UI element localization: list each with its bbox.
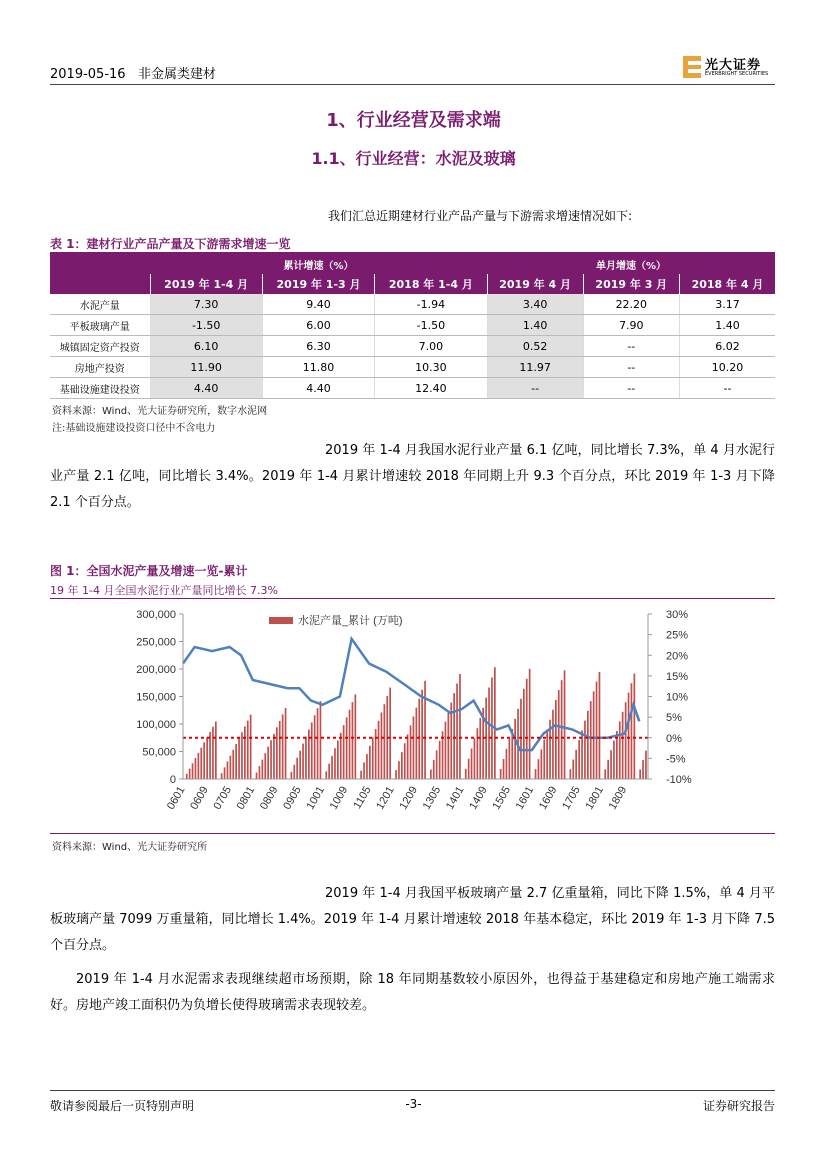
column-header: 2018 年 4 月 (679, 274, 775, 294)
left-tick-label: 0 (169, 774, 176, 786)
x-tick-label: 1401 (443, 784, 467, 812)
table-cell: 11.80 (262, 357, 374, 378)
table-cell: 6.02 (679, 336, 775, 357)
output-bar (543, 740, 545, 780)
output-bar (334, 748, 336, 779)
output-bar (541, 749, 543, 779)
table-cell: 7.30 (150, 294, 262, 315)
left-tick-label: 200,000 (136, 664, 176, 676)
right-axis-ticks (648, 609, 692, 786)
paragraph-text: 2019 年 1-4 月我国平板玻璃产量 2.7 亿重量箱，同比下降 1.5%，单 4 月平板玻璃产量 7099 万重量箱，同比增长 1.4%。2019 年 1-4 月累计增速较 2018 年基本稳定，环比 2019 年 1-3 月下降 7.5 个百分点。 (50, 886, 775, 953)
output-bar (613, 741, 615, 779)
row-label: 城镇固定资产投资 (50, 336, 150, 357)
table-cell: 4.40 (150, 378, 262, 399)
output-bar (520, 699, 522, 779)
output-bar (305, 737, 307, 780)
table-group-header-row (50, 254, 775, 274)
output-bar (311, 722, 313, 779)
x-tick-label: 0705 (211, 784, 235, 812)
output-bar (291, 772, 293, 779)
output-bar (453, 693, 455, 779)
page-number: -3- (405, 1097, 422, 1111)
output-bar (293, 765, 295, 779)
output-bar (215, 722, 217, 780)
output-bar (398, 761, 400, 779)
output-bar (337, 741, 339, 780)
output-bar (250, 715, 252, 779)
output-bar (526, 679, 528, 779)
output-bar (325, 771, 327, 779)
table-cell: 10.20 (679, 357, 775, 378)
output-bar (273, 734, 275, 779)
output-bar (587, 711, 589, 779)
output-bar (340, 733, 342, 779)
output-bar (360, 771, 362, 779)
logo-text-cn: 光大证券 (705, 58, 762, 73)
right-tick-label: -10% (666, 774, 692, 786)
footer-disclaimer-link: 敬请参阅最后一页特别声明 (50, 1099, 195, 1113)
output-bar (221, 773, 223, 779)
x-tick-label: 1209 (397, 784, 421, 812)
output-bar (465, 769, 467, 779)
x-tick-label: 1001 (304, 784, 328, 812)
output-bar (270, 740, 272, 779)
table-source: 资料来源：Wind、光大证券研究所，数字水泥网 (52, 406, 268, 417)
x-tick-label: 1505 (490, 784, 514, 812)
legend-label: 水泥产量_累计 (万吨) (298, 615, 403, 627)
output-bar (564, 670, 566, 779)
paragraph-cement (50, 438, 775, 516)
output-bar (276, 727, 278, 779)
table-cell: 22.20 (583, 294, 679, 315)
x-tick-label: 1801 (583, 784, 607, 812)
output-bar (404, 743, 406, 779)
table-cell: 12.40 (375, 378, 487, 399)
output-bar (631, 683, 633, 779)
output-bar (189, 769, 191, 779)
output-bar (407, 734, 409, 779)
output-bar (212, 727, 214, 779)
output-bar (224, 767, 226, 779)
output-bar (578, 740, 580, 779)
output-bar (369, 746, 371, 779)
output-bar (572, 760, 574, 780)
table-row (50, 294, 775, 315)
output-bar (241, 732, 243, 779)
output-bar (259, 766, 261, 779)
table-cell: 7.90 (583, 315, 679, 336)
output-bar (645, 751, 647, 779)
output-bar (302, 744, 304, 779)
table-cell: 1.40 (487, 315, 583, 336)
table-cell: -1.50 (375, 315, 487, 336)
header-category: 非金属类建材 (137, 67, 216, 82)
x-tick-label: 0609 (188, 784, 211, 812)
column-header: 2019 年 3 月 (583, 274, 679, 294)
output-bar (206, 737, 208, 779)
group-header-monthly: 单月增速（%） (487, 254, 775, 274)
paragraph-text: 2019 年 1-4 月水泥需求表现继续超市场预期，除 18 年同期基数较小原因外，也得益于基建稳定和房地产施工端需求好。房地产竣工面积仍为负增长使得玻璃需求表现较差。 (50, 972, 775, 1013)
group-header-cumulative: 累计增速（%） (150, 254, 487, 274)
output-bar (474, 738, 476, 779)
output-bar (264, 753, 266, 779)
output-bar (262, 760, 264, 779)
output-bar (247, 721, 249, 779)
output-bar (604, 769, 606, 779)
output-bar (596, 682, 598, 779)
output-bar (366, 754, 368, 779)
right-tick-label: 15% (666, 670, 689, 683)
table-cell: 10.30 (375, 357, 487, 378)
bar-series (186, 667, 647, 779)
x-tick-label: 1601 (513, 784, 537, 812)
table-row (50, 357, 775, 378)
x-tick-label: 0601 (164, 784, 188, 812)
output-bar (607, 760, 609, 779)
column-header: 2018 年 1-4 月 (375, 274, 487, 294)
column-header: 2019 年 4 月 (487, 274, 583, 294)
right-tick-label: 0% (666, 732, 682, 745)
table-cell: 1.40 (679, 315, 775, 336)
table-row (50, 336, 775, 357)
figure-caption: 图 1：全国水泥产量及增速一览-累计 (50, 564, 248, 578)
output-bar (529, 669, 531, 779)
section-title: 1、行业经营及需求端 (326, 110, 501, 131)
output-bar (296, 758, 298, 779)
row-label: 水泥产量 (50, 294, 150, 315)
output-bar (599, 672, 601, 779)
output-bar (244, 726, 246, 779)
figure-bottom-rule (50, 833, 775, 834)
output-bar (456, 684, 458, 780)
output-bar (570, 769, 572, 779)
figure-source: 资料来源：Wind、光大证券研究所 (52, 842, 208, 853)
x-tick-label: 0809 (257, 784, 281, 812)
table-cell: -- (679, 378, 775, 399)
output-bar (200, 748, 202, 779)
table-cell: 7.00 (375, 336, 487, 357)
output-bar (343, 725, 345, 779)
output-bar (610, 750, 612, 779)
x-tick-label: 1105 (351, 784, 374, 811)
table-cell: 3.40 (487, 294, 583, 315)
output-bar (378, 721, 380, 779)
output-bar (642, 760, 644, 779)
output-bar (314, 715, 316, 779)
header-date-category (50, 63, 216, 82)
output-bar (445, 722, 447, 779)
header-date: 2019-05-16 (50, 67, 126, 82)
table-cell: -- (583, 336, 679, 357)
output-bar (227, 762, 229, 780)
table-row (50, 378, 775, 399)
output-bar (555, 700, 557, 779)
right-tick-label: 25% (666, 629, 689, 642)
output-bar (328, 764, 330, 779)
intro-text: 我们汇总近期建材行业产品产量与下游需求增速情况如下: (328, 209, 633, 223)
table-cell: 0.52 (487, 336, 583, 357)
output-bar (375, 729, 377, 779)
output-bar (639, 770, 641, 780)
column-header: 2019 年 1-4 月 (150, 274, 262, 294)
x-tick-label: 1201 (374, 784, 397, 812)
output-bar (506, 749, 508, 779)
right-tick-label: 10% (666, 691, 689, 704)
output-bar (503, 759, 505, 779)
output-bar (317, 708, 319, 779)
table-cell: 9.40 (262, 294, 374, 315)
output-bar (439, 741, 441, 779)
subsection-title: 1.1、行业经营：水泥及玻璃 (311, 149, 516, 168)
output-bar (230, 756, 232, 779)
right-tick-label: -5% (666, 753, 686, 766)
output-bar (488, 688, 490, 780)
table-cell: -- (583, 378, 679, 399)
output-bar (363, 762, 365, 779)
x-tick-label: 1409 (467, 784, 490, 812)
output-bar (628, 693, 630, 779)
table-cell: 11.97 (487, 357, 583, 378)
x-tick-label: 0801 (234, 784, 258, 812)
column-header: 2019 年 1-3 月 (262, 274, 374, 294)
output-bar (625, 702, 627, 779)
output-bar (433, 760, 435, 779)
output-bar (401, 752, 403, 779)
output-bar (372, 737, 374, 779)
output-bar (232, 750, 234, 779)
table-cell: 6.30 (262, 336, 374, 357)
output-bar (634, 674, 636, 780)
output-bar (421, 690, 423, 779)
output-bar (584, 721, 586, 779)
output-bar (256, 773, 258, 780)
output-bar (575, 750, 577, 779)
output-bar (436, 750, 438, 779)
output-bar (331, 756, 333, 779)
growth-table (50, 254, 775, 399)
output-bar (448, 712, 450, 779)
output-bar (186, 774, 188, 779)
output-bar (355, 694, 357, 779)
x-tick-label: 1305 (420, 784, 444, 812)
output-bar (209, 732, 211, 779)
paragraph-demand (50, 967, 775, 1019)
output-bar (622, 712, 624, 779)
table-cell: -- (583, 357, 679, 378)
table-cell: 4.40 (262, 378, 374, 399)
output-bar (471, 749, 473, 780)
table-cell: -1.94 (375, 294, 487, 315)
left-tick-label: 50,000 (142, 746, 176, 759)
figure-top-rule (50, 598, 775, 599)
table-column-header-row (50, 274, 775, 294)
output-bar (535, 769, 537, 779)
output-bar (552, 710, 554, 779)
x-tick-label: 1705 (560, 784, 583, 812)
output-bar (395, 770, 397, 779)
cement-output-chart (50, 600, 775, 832)
output-bar (500, 769, 502, 779)
row-label: 基础设施建设投资 (50, 378, 150, 399)
table-cell: 11.90 (150, 357, 262, 378)
table-cell: 6.10 (150, 336, 262, 357)
output-bar (514, 719, 516, 779)
output-bar (413, 717, 415, 780)
paragraph-glass (50, 881, 775, 959)
x-tick-label: 1609 (536, 784, 560, 812)
right-tick-label: 20% (666, 650, 689, 663)
output-bar (192, 763, 194, 779)
row-label: 平板玻璃产量 (50, 315, 150, 336)
output-bar (320, 701, 322, 779)
output-bar (384, 704, 386, 779)
output-bar (430, 770, 432, 780)
output-bar (558, 690, 560, 779)
output-bar (593, 691, 595, 779)
output-bar (590, 701, 592, 779)
output-bar (619, 721, 621, 779)
output-bar (416, 708, 418, 779)
output-bar (299, 751, 301, 779)
output-bar (494, 667, 496, 779)
output-bar (279, 721, 281, 779)
output-bar (424, 681, 426, 779)
output-bar (285, 708, 287, 779)
figure-subtitle: 19 年 1-4 月全国水泥行业产量同比增长 7.3% (50, 584, 278, 597)
output-bar (238, 738, 240, 779)
legend-swatch (269, 617, 293, 624)
footer-report-type: 证券研究报告 (702, 1099, 775, 1113)
table-cell: 3.17 (679, 294, 775, 315)
output-bar (195, 758, 197, 779)
right-tick-label: 5% (666, 712, 682, 725)
table-cell: -- (487, 378, 583, 399)
x-tick-label: 0905 (281, 784, 304, 812)
output-bar (389, 688, 391, 779)
output-bar (203, 742, 205, 779)
logo-text-en: EVERBRIGHT SECURITIES (705, 71, 769, 77)
left-tick-label: 150,000 (136, 691, 176, 704)
output-bar (418, 699, 420, 779)
left-tick-label: 100,000 (136, 719, 176, 731)
output-bar (523, 689, 525, 779)
x-tick-label: 1809 (606, 784, 630, 812)
output-bar (267, 747, 269, 779)
company-logo (683, 52, 775, 82)
header-divider (50, 84, 775, 85)
footer-divider (50, 1090, 775, 1091)
left-axis-ticks (136, 609, 183, 786)
output-bar (459, 674, 461, 779)
table-note: 注:基础设施建设投资口径中不含电力 (52, 423, 216, 434)
table-cell: 6.00 (262, 315, 374, 336)
output-bar (282, 714, 284, 779)
paragraph-text: 2019 年 1-4 月我国水泥行业产量 6.1 亿吨，同比增长 7.3%，单 4 月水泥行业产量 2.1 亿吨，同比增长 3.4%。2019 年 1-4 月累计增速较 2018 年同期上升 9.3 个百分点，环比 2019 年 1-3 月下降 2.1 个百分点。 (50, 443, 775, 510)
left-tick-label: 250,000 (136, 636, 176, 649)
output-bar (479, 718, 481, 779)
output-bar (477, 728, 479, 779)
left-tick-label: 300,000 (136, 609, 176, 621)
output-bar (198, 753, 200, 779)
output-bar (346, 717, 348, 779)
table-caption: 表 1：建材行业产品产量及下游需求增速一览 (50, 237, 291, 251)
output-bar (349, 710, 351, 779)
output-bar (509, 739, 511, 779)
table-row (50, 315, 775, 336)
output-bar (468, 759, 470, 779)
output-bar (352, 702, 354, 779)
row-label: 房地产投资 (50, 357, 150, 378)
output-bar (235, 744, 237, 779)
right-tick-label: 30% (666, 609, 689, 621)
output-bar (561, 680, 563, 779)
x-axis-ticks (165, 785, 629, 812)
output-bar (491, 677, 493, 779)
x-tick-label: 1009 (327, 784, 351, 812)
output-bar (381, 713, 383, 780)
output-bar (410, 725, 412, 779)
table-cell: -1.50 (150, 315, 262, 336)
output-bar (538, 759, 540, 779)
output-bar (546, 730, 548, 779)
